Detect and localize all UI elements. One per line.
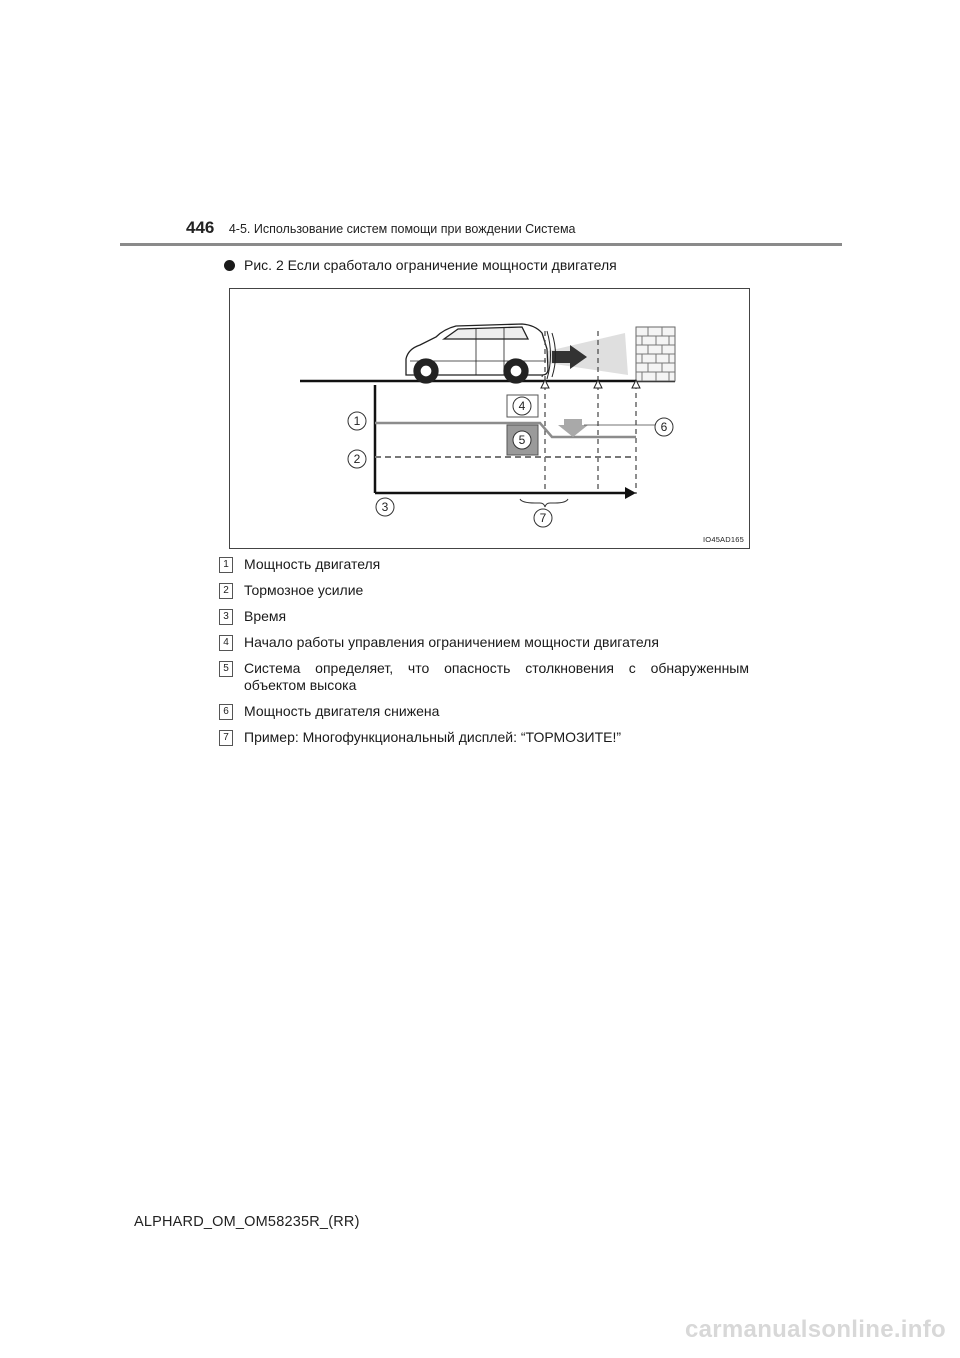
x-axis-arrow-icon <box>625 487 636 499</box>
callout-2-label: 2 <box>353 452 361 466</box>
legend-text: Начало работы управления ограничением мощности двигателя <box>244 634 659 650</box>
legend-item <box>219 729 759 746</box>
legend-text: Время <box>244 608 287 624</box>
legend-number: 7 <box>219 730 233 746</box>
legend-list <box>219 556 759 755</box>
callout-6-label: 6 <box>660 420 668 434</box>
legend-item <box>219 660 759 694</box>
figure-caption-text: Рис. 2 Если сработало ограничение мощности двигателя <box>244 257 617 273</box>
legend-number: 2 <box>219 583 233 599</box>
legend-number: 3 <box>219 609 233 625</box>
legend-number: 4 <box>219 635 233 651</box>
callout-3-label: 3 <box>381 500 389 514</box>
callout-7-bracket <box>520 499 568 507</box>
legend-text: Мощность двигателя <box>244 556 381 572</box>
callout-5-label: 5 <box>518 433 526 447</box>
callout-1-label: 1 <box>353 414 361 428</box>
header-divider <box>120 243 842 246</box>
section-title: 4-5. Использование систем помощи при вождении Система <box>228 222 576 236</box>
bullet-icon <box>224 260 235 271</box>
figure-code: IO45AD165 <box>703 535 744 544</box>
minivan-icon <box>406 324 548 383</box>
legend-text: Тормозное усилие <box>244 582 364 598</box>
legend-item <box>219 634 759 651</box>
legend-item <box>219 608 759 625</box>
callout-7-label: 7 <box>539 511 547 525</box>
legend-text: Пример: Многофункциональный дисплей: “ТОРМОЗИТЕ!” <box>244 729 622 745</box>
legend-item <box>219 703 759 720</box>
power-down-arrow-icon <box>558 419 588 437</box>
legend-number: 5 <box>219 661 233 677</box>
legend-text: Мощность двигателя снижена <box>244 703 440 719</box>
legend-number: 6 <box>219 704 233 720</box>
diagram-figure <box>229 288 750 549</box>
watermark[interactable]: carmanualsonline.info <box>684 1316 946 1343</box>
legend-item <box>219 556 759 573</box>
brick-wall-icon <box>636 327 675 381</box>
callout-4-label: 4 <box>518 399 526 413</box>
legend-number: 1 <box>219 557 233 573</box>
figure-caption <box>224 257 617 273</box>
diagram-svg <box>230 289 751 550</box>
page-number: 446 <box>186 218 215 237</box>
legend-text: Система определяет, что опасность столкновения с обнаруженным объектом высока <box>244 660 749 693</box>
document-id: ALPHARD_OM_OM58235R_(RR) <box>134 1214 360 1230</box>
page-header <box>186 218 576 238</box>
legend-item <box>219 582 759 599</box>
